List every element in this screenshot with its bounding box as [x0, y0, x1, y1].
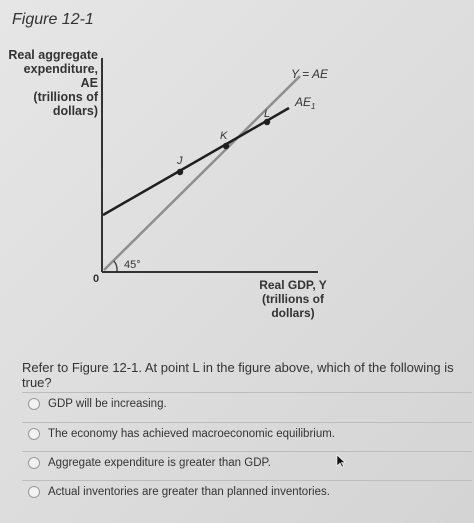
y-axis-label-line-4: dollars) — [52, 104, 98, 118]
question-text: Refer to Figure 12-1. At point L in the figure above, which of the following is true? — [22, 360, 454, 390]
answer-option-2[interactable] — [28, 423, 448, 445]
origin-label: 0 — [93, 273, 100, 285]
mouse-cursor-icon — [336, 454, 346, 468]
y-axis-label-line-1: Real aggregate — [8, 48, 98, 62]
forty-five-line-label: Y = AE — [291, 67, 329, 81]
point-j — [177, 169, 183, 175]
forty-five-degree-line — [104, 76, 300, 270]
ae-line — [103, 108, 289, 215]
x-axis-label-line-1: Real GDP, Y — [259, 278, 327, 292]
point-k — [223, 143, 229, 149]
x-axis-label-line-3: dollars) — [271, 306, 315, 320]
radio-button[interactable] — [28, 428, 40, 440]
answer-option-text: Aggregate expenditure is greater than GDP. — [48, 457, 271, 469]
angle-arc — [114, 261, 117, 272]
answer-option-1[interactable] — [28, 393, 448, 415]
answer-option-text: The economy has achieved macroeconomic equilibrium. — [48, 428, 336, 440]
radio-button[interactable] — [28, 486, 40, 498]
ae-line-label-subscript: 1 — [311, 102, 316, 111]
point-j-label: J — [177, 155, 183, 167]
figure-title: Figure 12-1 — [12, 11, 94, 28]
point-l-label: L — [264, 108, 271, 120]
answer-option-4[interactable] — [28, 481, 448, 503]
x-axis-label-line-2: (trillions of — [262, 292, 324, 306]
ae-line-label-main: AE — [295, 95, 312, 109]
y-axis-label-line-2: expenditure, AE — [23, 62, 98, 90]
radio-button[interactable] — [28, 398, 40, 410]
answer-option-3[interactable] — [28, 452, 448, 474]
ae-line-label — [294, 95, 315, 111]
point-k-label: K — [220, 130, 228, 142]
answer-option-text: GDP will be increasing. — [48, 398, 167, 410]
radio-button[interactable] — [28, 457, 40, 469]
x-axis-label — [238, 278, 348, 320]
angle-label: 45° — [124, 259, 141, 271]
y-axis-label-line-3: (trillions of — [33, 90, 98, 104]
answer-option-text: Actual inventories are greater than planned inventories. — [48, 486, 330, 498]
